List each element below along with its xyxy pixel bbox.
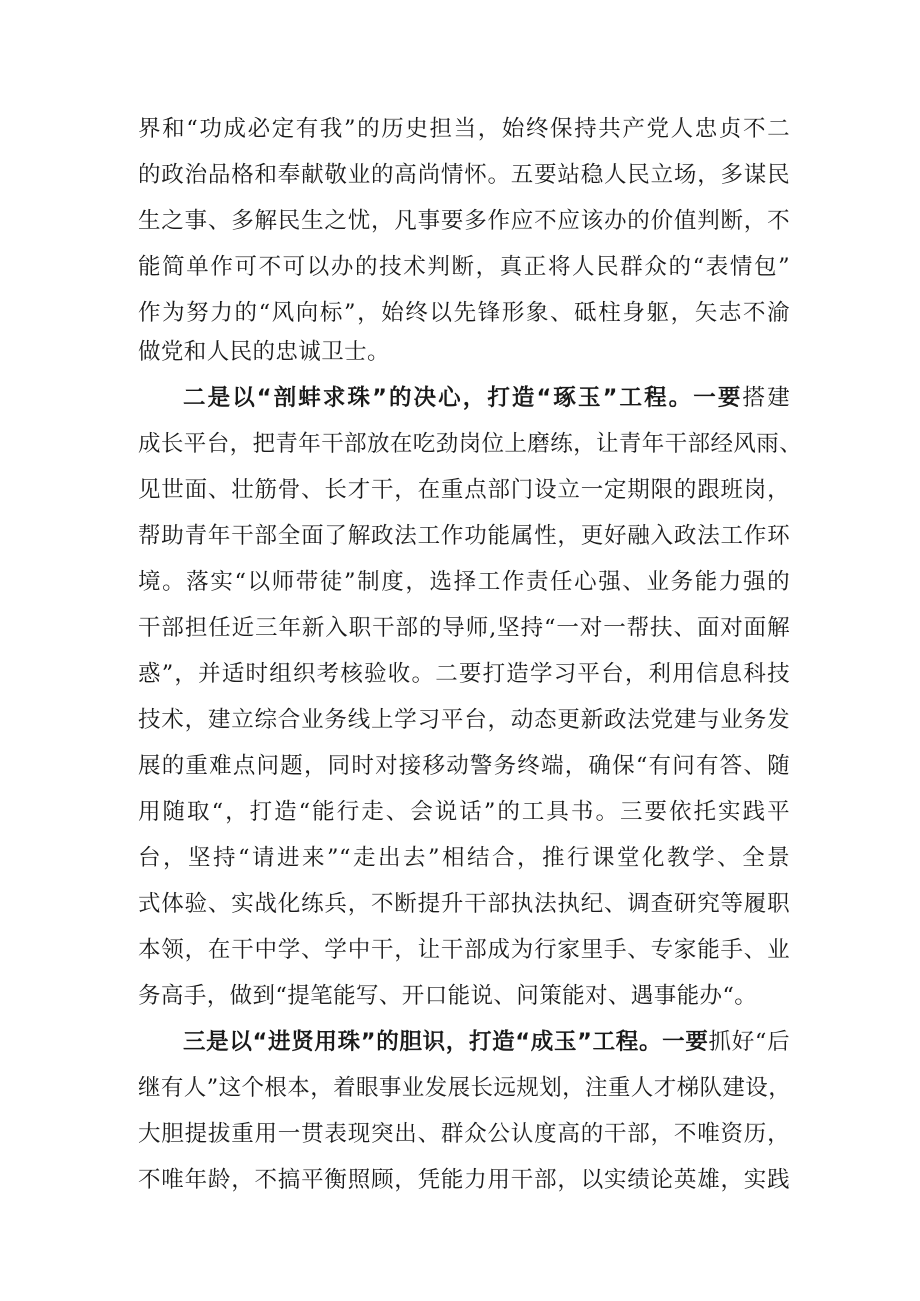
paragraph-1-line-3: 生之事、多解民生之忧，凡事要多作应不应该办的价值判断，不 [138, 208, 790, 234]
paragraph-2-line-3: 帮助青年干部全面了解政法工作功能属性，更好融入政法工作环 [138, 523, 790, 549]
paragraph-2-line-5: 干部担任近三年新入职干部的导师,坚持“一对一帮扶、面对面解 [138, 615, 790, 641]
paragraph-3-line-1: 继有人”这个根本，着眼事业发展长远规划，注重人才梯队建设， [138, 1075, 792, 1101]
paragraph-2-heading: 二是以“剖蚌求珠”的决心，打造“琢玉”工程。一要 [183, 385, 743, 411]
paragraph-3-heading-rest: 抓好“后 [708, 1029, 790, 1055]
paragraph-1-line-5: 作为努力的“风向标”，始终以先锋形象、砥柱身躯，矢志不渝 [138, 300, 790, 326]
paragraph-2-heading-rest: 搭建 [742, 385, 790, 411]
paragraph-1-line-6: 做党和人民的忠诚卫士。 [138, 339, 390, 365]
paragraph-2-line-13: 务高手，做到“提笔能写、开口能说、问策能对、遇事能办“。 [138, 983, 758, 1009]
paragraph-2-line-12: 本领，在干中学、学中干，让干部成为行家里手、专家能手、业 [138, 937, 790, 963]
paragraph-3-heading: 三是以“进贤用珠”的胆识，打造“成玉”工程。一要 [183, 1029, 709, 1055]
paragraph-3-first-line [183, 1027, 790, 1057]
paragraph-1-line-4: 能简单作可不可以办的技术判断，真正将人民群众的“表情包” [138, 254, 790, 280]
paragraph-2-line-8: 展的重难点问题，同时对接移动警务终端，确保“有问有答、随 [138, 753, 790, 779]
paragraph-2-line-2: 见世面、壮筋骨、长才干，在重点部门设立一定期限的跟班岗， [138, 477, 790, 503]
paragraph-2-line-1: 成长平台，把青年干部放在吃劲岗位上磨练，让青年干部经风雨、 [138, 431, 803, 457]
paragraph-2-line-6: 惑”，并适时组织考核验收。二要打造学习平台，利用信息科技 [138, 661, 790, 687]
paragraph-2-first-line [183, 383, 790, 413]
paragraph-1-line-1: 界和“功成必定有我”的历史担当，始终保持共产党人忠贞不二 [138, 116, 790, 142]
paragraph-2-line-7: 技术，建立综合业务线上学习平台，动态更新政法党建与业务发 [138, 707, 790, 733]
paragraph-2-line-11: 式体验、实战化练兵，不断提升干部执法执纪、调查研究等履职 [138, 891, 790, 917]
paragraph-2-line-4: 境。落实“以师带徒”制度，选择工作责任心强、业务能力强的 [138, 569, 790, 595]
paragraph-3-line-2: 大胆提拔重用一贯表现突出、群众公认度高的干部，不唯资历， [138, 1121, 790, 1147]
paragraph-3-line-3: 不唯年龄，不搞平衡照顾，凭能力用干部，以实绩论英雄，实践 [138, 1167, 790, 1193]
paragraph-2-line-10: 台，坚持“请进来”“走出去”相结合，推行课堂化教学、全景 [138, 845, 790, 871]
paragraph-1-line-2: 的政治品格和奉献敬业的高尚情怀。五要站稳人民立场，多谋民 [138, 162, 790, 188]
paragraph-2-line-9: 用随取“，打造“能行走、会说话”的工具书。三要依托实践平 [138, 799, 790, 825]
